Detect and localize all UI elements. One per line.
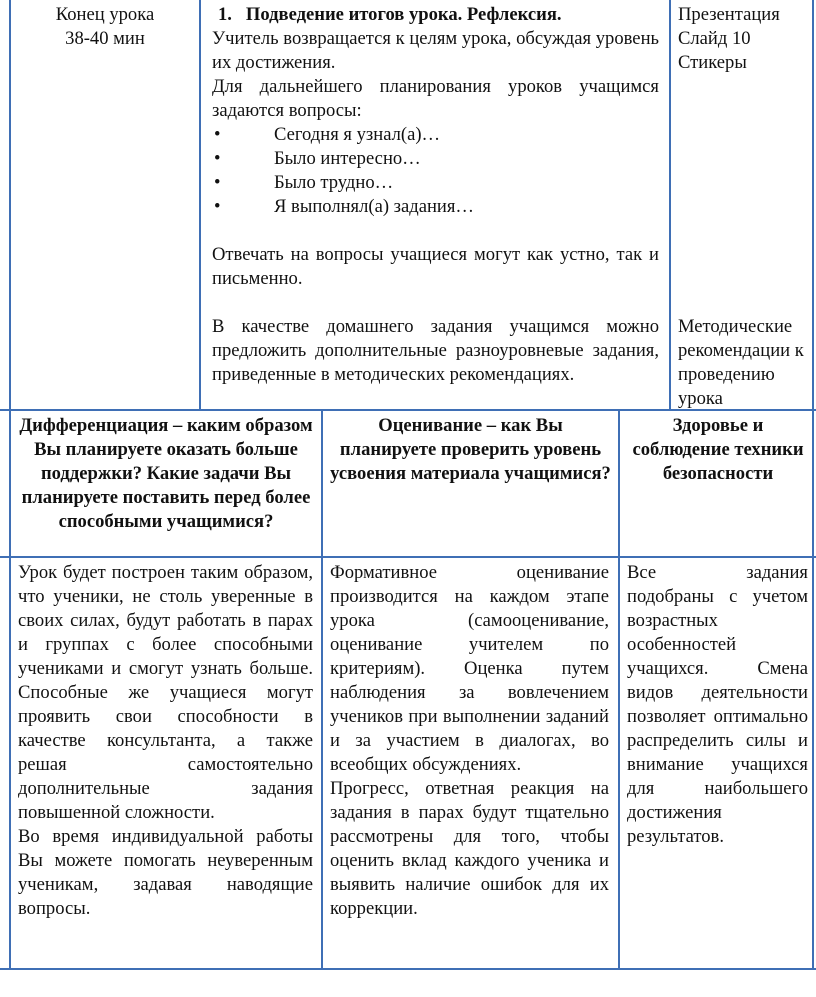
resource-recommendations: Методические рекомендации к проведению урока bbox=[678, 316, 804, 409]
table-border-bottom-col2 bbox=[618, 410, 620, 970]
health-safety-text: Все задания подобраны с учетом возрастных особенностей учащихся. Смена видов деятельности позволяет оптимально распределить силы и внимание учащихся для наибольшего достижения результатов. bbox=[627, 562, 808, 847]
table-border-right bbox=[812, 0, 814, 970]
assessment-text-2: Прогресс, ответная реакция на задания в парах будут тщательно рассмотрены для того, чтобы оценить вклад каждого ученика и выявить наличие ошибок для их коррекции. bbox=[330, 778, 609, 919]
table-border-bottom bbox=[0, 968, 816, 970]
differentiation-cell bbox=[18, 561, 313, 921]
list-item: • Я выполнял(а) задания… bbox=[214, 196, 475, 217]
differentiation-text-1: Урок будет построен таким образом, что ученики, не столь уверенные в своих силах, будут работать в парах и группах с более способными учениками и смогут узнать больше. Способные же учащиеся могут проявить свои способности в качестве консультанта, а также решая самостоятельно дополнительные задания повышенной сложности. bbox=[18, 562, 313, 823]
section-title: Подведение итогов урока. Рефлексия. bbox=[245, 4, 562, 25]
header-assessment: Оценивание – как Вы планируете проверить уровень усвоения материала учащимися? bbox=[330, 415, 611, 484]
resource-slide: Слайд 10 bbox=[678, 28, 751, 49]
bullet-icon: • bbox=[214, 148, 221, 169]
resources-cell bbox=[678, 3, 812, 75]
paragraph-answer-mode: Отвечать на вопросы учащиеся могут как устно, так и письменно. bbox=[212, 244, 659, 289]
bullet-icon: • bbox=[214, 172, 221, 193]
table-border-bottom-col1 bbox=[321, 410, 323, 970]
lesson-content-cell bbox=[212, 3, 659, 387]
list-item: • Было трудно… bbox=[214, 172, 394, 193]
header-differentiation: Дифференциация – каким образом Вы планируете оказать больше поддержки? Какие задачи Вы планируете поставить перед более способными учащимися? bbox=[19, 415, 313, 532]
paragraph-homework: В качестве домашнего задания учащимся можно предложить дополнительные разноуровневые задания, приведенные в методических рекомендациях. bbox=[212, 316, 659, 385]
bullet-icon: • bbox=[214, 124, 221, 145]
row-divider-2 bbox=[0, 556, 816, 558]
paragraph-questions-intro: Для дальнейшего планирования уроков учащимся задаются вопросы: bbox=[212, 76, 659, 121]
bullet-icon: • bbox=[214, 196, 221, 217]
header-health-safety: Здоровье и соблюдение техники безопасности bbox=[632, 415, 804, 484]
health-safety-cell bbox=[627, 561, 808, 849]
list-item: • Было интересно… bbox=[214, 148, 421, 169]
assessment-text-1: Формативное оценивание производится на каждом этапе урока (самооценивание, оценивание учителем по критериям). Оценка путем наблюдения за вовлечением учеников при выполнении заданий и за участием в диалогах, во всеобщих обсуждениях. bbox=[330, 562, 609, 775]
table-border-top-col1 bbox=[199, 0, 201, 410]
time-range: 38-40 мин bbox=[65, 28, 145, 49]
time-cell bbox=[12, 3, 198, 51]
list-item: • Сегодня я узнал(а)… bbox=[214, 124, 441, 145]
section-heading bbox=[212, 3, 659, 27]
resource-presentation: Презентация bbox=[678, 4, 780, 25]
table-border-top-col2 bbox=[669, 0, 671, 410]
differentiation-text-2: Во время индивидуальной работы Вы можете помогать неуверенным ученикам, задавая наводящие вопросы. bbox=[18, 826, 313, 919]
reflection-questions-list bbox=[212, 123, 659, 219]
paragraph-goals: Учитель возвращается к целям урока, обсуждая уровень их достижения. bbox=[212, 28, 659, 73]
section-number: 1. bbox=[218, 4, 232, 25]
time-label: Конец урока bbox=[55, 4, 155, 25]
assessment-cell bbox=[330, 561, 609, 921]
resource-stickers: Стикеры bbox=[678, 52, 747, 73]
table-border-left bbox=[9, 0, 11, 970]
